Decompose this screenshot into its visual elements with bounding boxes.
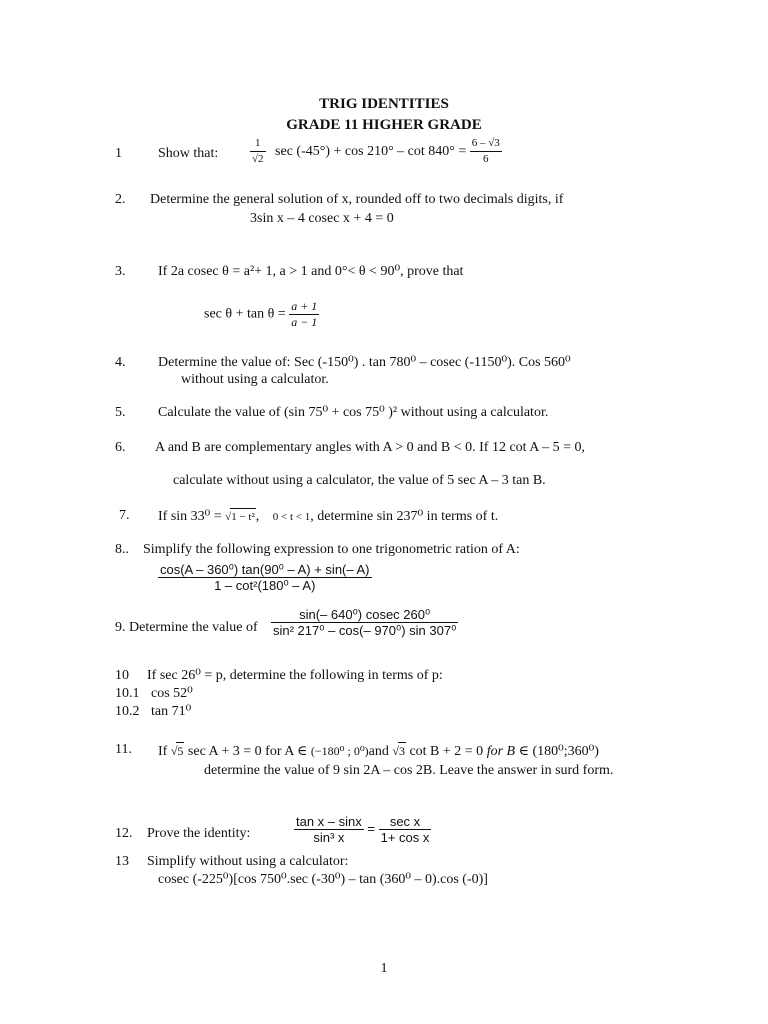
q4-line2: without using a calculator.	[181, 372, 329, 387]
q6-line1: A and B are complementary angles with A > 0 and B < 0. If 12 cot A – 5 = 0,	[155, 440, 586, 455]
q6-line2: calculate without using a calculator, the value of 5 sec A – 3 tan B.	[173, 473, 546, 488]
q10-2-number: 10.2	[115, 704, 140, 719]
q2-number: 2.	[115, 192, 126, 207]
q13-line2: cosec (-225⁰)[cos 750⁰.sec (-30⁰) – tan (360⁰ – 0).cos (-0)]	[158, 872, 488, 887]
q10-2-text: tan 71⁰	[151, 704, 192, 719]
q2-line2: 3sin x – 4 cosec x + 4 = 0	[250, 211, 394, 226]
q9-fraction: $\frac{\text{sin(– 640⁰) cosec 260⁰}}{\text{sin² 217⁰ – cos(– 970⁰) sin 307⁰}}$	[273, 607, 457, 638]
q12-text: Prove the identity:	[147, 826, 251, 841]
q11-for-b: for B ∈	[486, 744, 529, 759]
q11-pre: If	[158, 744, 168, 759]
q11-line2: determine the value of 9 sin 2A – cos 2B. Leave the answer in surd form.	[204, 763, 614, 778]
q3-lhs: sec θ + tan θ =	[204, 306, 286, 322]
q1-number: 1	[115, 146, 122, 161]
q11-interval-b: (180⁰;360⁰)	[532, 744, 599, 759]
title-line-1: TRIG IDENTITIES	[319, 96, 449, 112]
q10-1-number: 10.1	[115, 686, 140, 701]
q8-line1: Simplify the following expression to one trigonometric ration of A:	[143, 542, 520, 557]
q4-number: 4.	[115, 355, 126, 370]
q7-number: 7.	[119, 508, 130, 523]
q13-number: 13	[115, 854, 129, 869]
q7-surd: √1 − t²	[225, 511, 256, 523]
q6-number: 6.	[115, 440, 126, 455]
q9-expression	[271, 607, 458, 638]
q7-post: , determine sin 237⁰ in terms of t.	[310, 509, 499, 524]
q5-number: 5.	[115, 405, 126, 420]
q5-line1: Calculate the value of (sin 75⁰ + cos 75⁰ )² without using a calculator.	[158, 405, 549, 420]
q1-rhs-fraction: $\frac{6 - √3}{6}$	[471, 137, 500, 165]
title-line-2: GRADE 11 HIGHER GRADE	[286, 117, 482, 133]
q12-identity	[294, 814, 431, 845]
q11-number: 11.	[115, 742, 132, 757]
q11-and: and	[368, 744, 389, 759]
q9-lead: 9. Determine the value of	[115, 620, 258, 635]
q8-expression	[158, 562, 372, 593]
q4-line1: Determine the value of: Sec (-150⁰) . tan 780⁰ – cosec (-1150⁰). Cos 560⁰	[158, 355, 571, 370]
q11-surd5: √5	[170, 744, 184, 758]
q11-eq-b: cot B + 2 = 0	[409, 744, 484, 759]
q11-line1	[158, 742, 599, 760]
q10-line1: If sec 26⁰ = p, determine the following in terms of p:	[147, 668, 443, 683]
q10-1-text: cos 52⁰	[151, 686, 193, 701]
q3-line1: If 2a cosec θ = a²+ 1, a > 1 and 0°< θ < 90⁰, prove that	[158, 264, 464, 279]
q7-line: If sin 33⁰ = √1 − t², 0 < t < 1, determine sin 237⁰ in terms of t.	[158, 509, 499, 524]
q12-equals: =	[367, 820, 375, 836]
q11-mid: sec A + 3 = 0 for A ∈	[187, 744, 308, 759]
page-number: 1	[380, 961, 388, 976]
q8-fraction: $\frac{\text{cos(A – 360⁰) tan(90⁰ – A) + sin(– A)}}{\text{1 – cot²(180⁰ – A)}}$	[160, 562, 370, 593]
q1-fraction: $\frac{1}{√2}$	[252, 137, 264, 165]
q12-lhs-fraction: $\frac{\text{tan x – sinx}}{\text{sin³ x}}$	[296, 814, 362, 845]
q1-expr: sec (-45°) + cos 210° – cot 840° =	[275, 143, 467, 159]
q11-surd3: √3	[392, 744, 405, 758]
q1-expression	[250, 136, 502, 167]
q3-identity	[204, 299, 319, 330]
q3-number: 3.	[115, 264, 126, 279]
q1-text: Show that:	[158, 146, 219, 161]
q11-interval-a: (−180⁰ ; 0⁰)	[310, 744, 369, 758]
q2-line1: Determine the general solution of x, rounded off to two decimals digits, if	[150, 192, 564, 207]
q12-number: 12.	[115, 826, 133, 841]
q7-condition: 0 < t < 1	[272, 511, 311, 523]
q10-number: 10	[115, 668, 129, 683]
q3-fraction: $\frac{a + 1}{a - 1}$	[291, 299, 318, 329]
q13-line1: Simplify without using a calculator:	[147, 854, 349, 869]
q8-number: 8..	[115, 542, 129, 557]
q7-pre: If sin 33⁰ =	[158, 509, 222, 524]
q12-rhs-fraction: $\frac{\text{sec x}}{\text{1+ cos x}}$	[380, 814, 430, 845]
